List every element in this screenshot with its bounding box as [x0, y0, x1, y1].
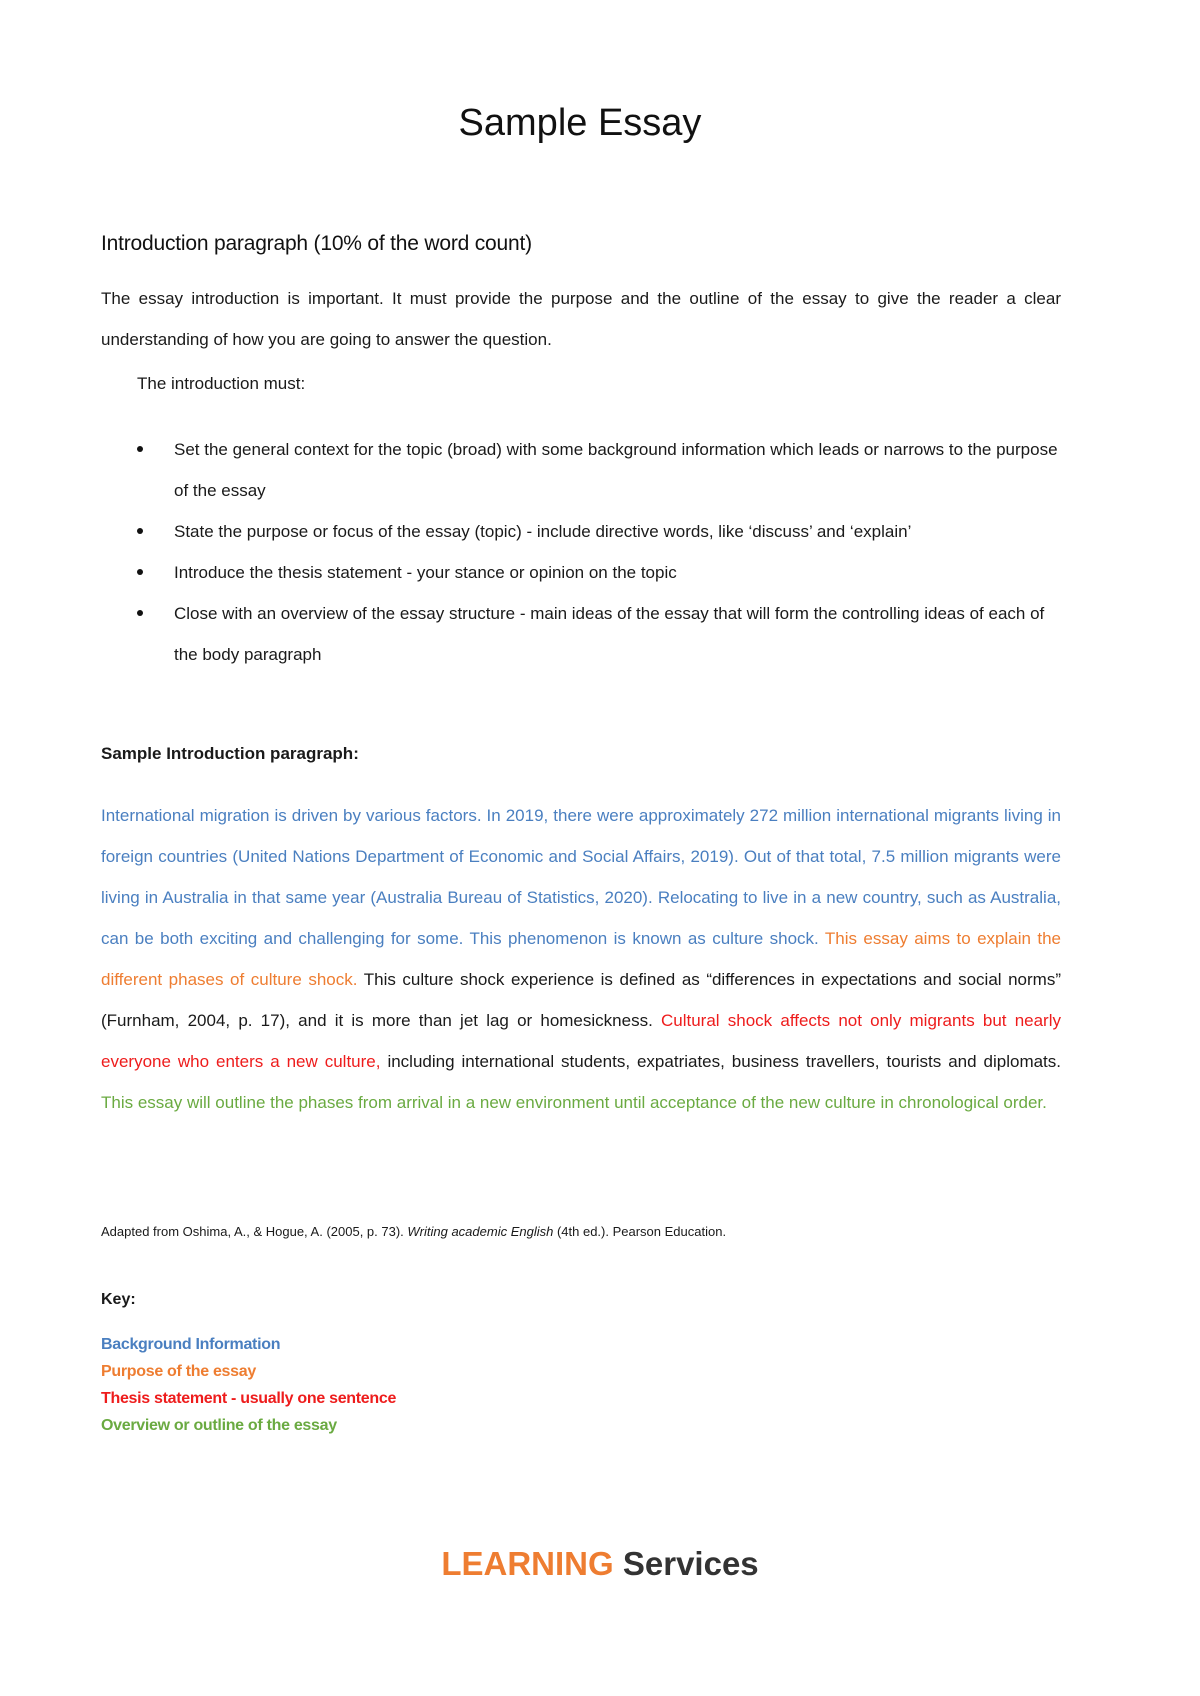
list-item [101, 429, 1063, 511]
footer-learning: LEARNING [441, 1545, 614, 1582]
list-item-text: Introduce the thesis statement - your stance or opinion on the topic [174, 563, 677, 582]
list-item-text: Set the general context for the topic (broad) with some background information which leads or narrows to the purpose of the essay [174, 440, 1058, 500]
key-title: Key: [101, 1291, 136, 1308]
thesis-tail-text: including international students, expatriates, business travellers, tourists and diplomats. [387, 1052, 1062, 1071]
list-item-text: Close with an overview of the essay structure - main ideas of the essay that will form the controlling ideas of each of the body paragraph [174, 604, 1045, 664]
bullet-icon [137, 569, 143, 575]
intro-lead: The introduction must: [137, 374, 306, 393]
footer-logo [0, 1545, 1200, 1583]
definition-text: This culture shock experience is defined as “differences in expectations and social norms” (Furnham, 2004, p. 17), and it is more than jet lag or homesickness. [101, 970, 1061, 1030]
key-item: Thesis statement - usually one sentence [101, 1390, 397, 1407]
bullet-icon [137, 528, 143, 534]
citation-tail: (4th ed.). Pearson Education. [553, 1224, 727, 1239]
requirements-list [101, 429, 1063, 675]
key-legend [101, 1331, 396, 1439]
bullet-icon [137, 610, 143, 616]
citation-text: Adapted from Oshima, A., & Hogue, A. (2005, p. 73). [101, 1224, 408, 1239]
sample-paragraph [101, 795, 1061, 1123]
intro-paragraph: The essay introduction is important. It must provide the purpose and the outline of the essay to give the reader a clear understanding of how you are going to answer the question. [101, 289, 1061, 349]
key-item: Overview or outline of the essay [101, 1417, 337, 1434]
purpose-text: This essay aims to explain the different phases of culture shock. [101, 929, 1062, 989]
citation [101, 1224, 726, 1239]
list-item [101, 593, 1063, 675]
footer-services: Services [622, 1545, 759, 1582]
sample-heading: Sample Introduction paragraph: [101, 744, 359, 763]
key-item: Background Information [101, 1336, 281, 1353]
page-title: Sample Essay [458, 102, 702, 144]
thesis-text: Cultural shock affects not only migrants but nearly everyone who enters a new culture, [101, 1011, 1061, 1071]
list-item [101, 511, 1063, 552]
bullet-icon [137, 446, 143, 452]
list-item [101, 552, 1063, 593]
key-item: Purpose of the essay [101, 1363, 256, 1380]
citation-title: Writing academic English [407, 1224, 554, 1239]
background-text: International migration is driven by various factors. In 2019, there were approximately 272 million international migrants living in foreign countries (United Nations Department of Economic and Social Affairs, 2019). Out of that total, 7.5 million migrants were living in Australia in that same year (Australia Bureau of Statistics, 2020). Relocating to live in a new country, such as Australia, can be both exciting and challenging for some. This phenomenon is known as culture shock. [101, 806, 1061, 948]
intro-heading: Introduction paragraph (10% of the word count) [101, 232, 532, 255]
list-item-text: State the purpose or focus of the essay (topic) - include directive words, like ‘discuss’ and ‘explain’ [174, 522, 912, 541]
overview-text: This essay will outline the phases from arrival in a new environment until acceptance of the new culture in chronological order. [101, 1093, 1047, 1112]
